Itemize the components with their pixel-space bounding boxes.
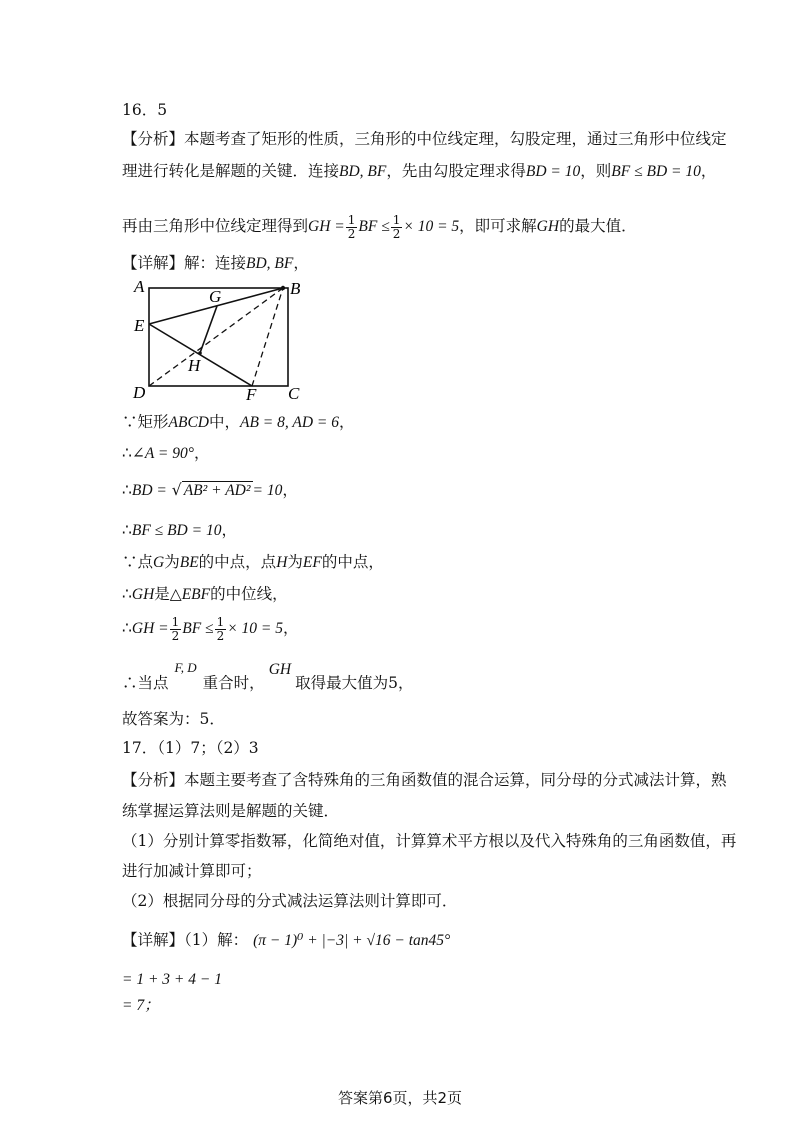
label-g: G	[209, 287, 222, 306]
step-5: ∵点G为BE的中点，点H为EF的中点，	[122, 553, 384, 571]
segment-gh	[200, 306, 217, 353]
q17-analysis-line1: 【分析】本题主要考查了含特殊角的三角函数值的混合运算，同分母的分式减法计算，熟	[122, 771, 727, 789]
point-h	[198, 351, 202, 355]
half-fraction: $\frac{1}{2}$	[392, 212, 401, 241]
rectangle-figure	[128, 276, 318, 402]
label-a: A	[134, 277, 145, 296]
step-4: ∴BF ≤ BD = 10，	[122, 521, 237, 539]
step-3: ∴BD = √ AB² + AD² = 10，	[122, 481, 298, 499]
label-c: C	[288, 384, 300, 402]
q17-calc-2: = 7；	[122, 997, 160, 1014]
label-e: E	[134, 316, 145, 335]
half-fraction: $\frac{1}{2}$	[216, 614, 225, 643]
step-7: ∴GH = $\frac{1}{2}$ BF ≤ $\frac{1}{2}$ × 10 = 5，	[122, 614, 299, 643]
q16-analysis-line1: 【分析】本题考查了矩形的性质，三角形的中位线定理，勾股定理，通过三角形中位线定	[122, 130, 727, 148]
q17-part1-line2: 进行加减计算即可；	[122, 862, 262, 880]
label-h: H	[188, 356, 201, 375]
label-b: B	[290, 279, 301, 298]
q17-header: 17．（1）7；（2）3	[122, 739, 259, 757]
q17-part1-line1: （1）分别计算零指数幂，化简绝对值，计算算术平方根以及代入特殊角的三角函数值，再	[122, 832, 737, 850]
q16-detail-intro: 【详解】解：连接BD, BF，	[122, 254, 309, 272]
q16-analysis-line2: 理进行转化是解题的关键．连接BD, BF，先由勾股定理求得BD = 10，则BF ≤ BD = 10，	[122, 162, 717, 180]
segment-bf-dashed	[252, 288, 283, 386]
q17-part2: （2）根据同分母的分式减法运算法则计算即可．	[122, 892, 458, 910]
q16-answer: 故答案为：5．	[122, 710, 225, 728]
q17-detail: 【详解】（1）解： (π − 1)⁰ + |−3| + √16 − tan45°	[122, 931, 451, 949]
label-d: D	[133, 383, 146, 402]
q17-calc-1: = 1 + 3 + 4 − 1	[122, 971, 222, 988]
label-f: F	[246, 385, 257, 402]
step-1: ∵矩形ABCD中，AB = 8, AD = 6，	[122, 413, 355, 431]
q16-header: 16．5	[122, 101, 168, 119]
point-b	[281, 286, 285, 290]
segment-ef	[149, 324, 252, 386]
step-6: ∴GH是△EBF的中位线，	[122, 585, 288, 603]
step-8: ∴当点$^{F, D}$重合时，GH取得最大值为5，	[122, 660, 414, 692]
q16-analysis-line3: 再由三角形中位线定理得到GH = $\frac{1}{2}$ BF ≤ $\frac{1}{2}$ × 10 = 5，即可求解GH的最大值．	[122, 212, 637, 241]
page-footer: 答案第6页，共2页	[337, 1089, 463, 1107]
q17-analysis-line2: 练掌握运算法则是解题的关键．	[122, 802, 340, 820]
half-fraction: $\frac{1}{2}$	[171, 614, 180, 643]
half-fraction: $\frac{1}{2}$	[347, 212, 356, 241]
step-2: ∴∠A = 90°，	[122, 444, 210, 462]
